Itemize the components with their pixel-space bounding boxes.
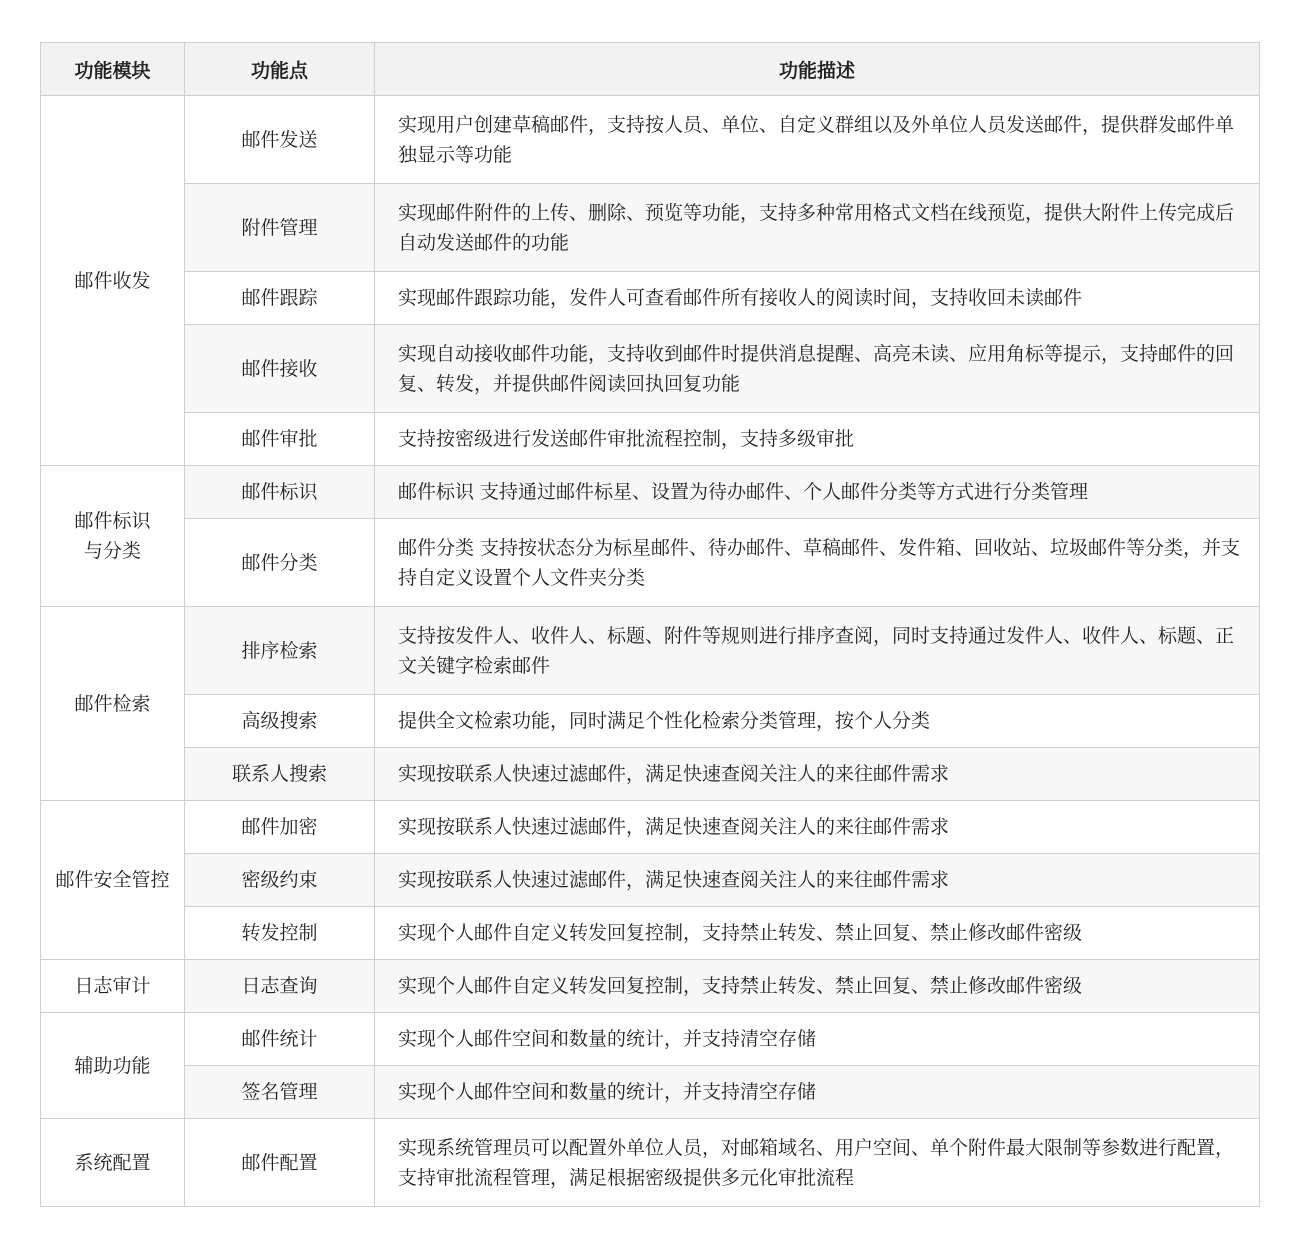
point-cell: 邮件审批: [185, 413, 375, 466]
description-cell: 实现系统管理员可以配置外单位人员，对邮箱域名、用户空间、单个附件最大限制等参数进行配置，支持审批流程管理，满足根据密级提供多元化审批流程: [375, 1119, 1260, 1207]
point-cell: 邮件跟踪: [185, 272, 375, 325]
table-row: [41, 325, 1260, 413]
module-cell: [41, 466, 185, 607]
table-row: [41, 907, 1260, 960]
description-cell: 实现按联系人快速过滤邮件，满足快速查阅关注人的来往邮件需求: [375, 801, 1260, 854]
description-cell: 支持按密级进行发送邮件审批流程控制，支持多级审批: [375, 413, 1260, 466]
table-row: [41, 748, 1260, 801]
module-label: 邮件标识与分类: [74, 510, 151, 562]
table-row: [41, 519, 1260, 607]
table-row: [41, 1066, 1260, 1119]
description-cell: 支持按发件人、收件人、标题、附件等规则进行排序查阅，同时支持通过发件人、收件人、标题、正文关键字检索邮件: [375, 607, 1260, 695]
description-cell: 实现个人邮件空间和数量的统计，并支持清空存储: [375, 1013, 1260, 1066]
table-row: [41, 607, 1260, 695]
table-row: [41, 1013, 1260, 1066]
table-row: [41, 854, 1260, 907]
description-cell: 实现用户创建草稿邮件，支持按人员、单位、自定义群组以及外单位人员发送邮件，提供群发邮件单独显示等功能: [375, 96, 1260, 184]
table-row: [41, 466, 1260, 519]
table-row: [41, 184, 1260, 272]
header-module: 功能模块: [41, 43, 185, 96]
description-cell: 邮件标识 支持通过邮件标星、设置为待办邮件、个人邮件分类等方式进行分类管理: [375, 466, 1260, 519]
point-cell: 排序检索: [185, 607, 375, 695]
point-cell: 邮件标识: [185, 466, 375, 519]
point-cell: 邮件加密: [185, 801, 375, 854]
description-cell: 实现个人邮件自定义转发回复控制，支持禁止转发、禁止回复、禁止修改邮件密级: [375, 960, 1260, 1013]
table-row: [41, 801, 1260, 854]
description-cell: 实现个人邮件空间和数量的统计，并支持清空存储: [375, 1066, 1260, 1119]
table-row: [41, 695, 1260, 748]
module-cell: 邮件收发: [41, 96, 185, 466]
table-row: [41, 413, 1260, 466]
module-cell: 辅助功能: [41, 1013, 185, 1119]
point-cell: 高级搜索: [185, 695, 375, 748]
table-row: [41, 1119, 1260, 1207]
description-cell: 实现个人邮件自定义转发回复控制，支持禁止转发、禁止回复、禁止修改邮件密级: [375, 907, 1260, 960]
description-cell: 实现自动接收邮件功能，支持收到邮件时提供消息提醒、高亮未读、应用角标等提示，支持邮件的回复、转发，并提供邮件阅读回执回复功能: [375, 325, 1260, 413]
point-cell: 附件管理: [185, 184, 375, 272]
description-cell: 实现邮件附件的上传、删除、预览等功能，支持多种常用格式文档在线预览，提供大附件上传完成后自动发送邮件的功能: [375, 184, 1260, 272]
table-row: [41, 960, 1260, 1013]
point-cell: 邮件接收: [185, 325, 375, 413]
point-cell: 日志查询: [185, 960, 375, 1013]
point-cell: 邮件发送: [185, 96, 375, 184]
module-cell: 邮件安全管控: [41, 801, 185, 960]
header-row: [41, 43, 1260, 96]
point-cell: 联系人搜索: [185, 748, 375, 801]
point-cell: 邮件统计: [185, 1013, 375, 1066]
point-cell: 邮件分类: [185, 519, 375, 607]
module-cell: 日志审计: [41, 960, 185, 1013]
description-cell: 邮件分类 支持按状态分为标星邮件、待办邮件、草稿邮件、发件箱、回收站、垃圾邮件等分类，并支持自定义设置个人文件夹分类: [375, 519, 1260, 607]
feature-table: [40, 42, 1260, 1207]
description-cell: 实现邮件跟踪功能，发件人可查看邮件所有接收人的阅读时间，支持收回未读邮件: [375, 272, 1260, 325]
point-cell: 邮件配置: [185, 1119, 375, 1207]
module-cell: 邮件检索: [41, 607, 185, 801]
module-cell: 系统配置: [41, 1119, 185, 1207]
point-cell: 签名管理: [185, 1066, 375, 1119]
description-cell: 实现按联系人快速过滤邮件，满足快速查阅关注人的来往邮件需求: [375, 748, 1260, 801]
table-row: [41, 96, 1260, 184]
point-cell: 转发控制: [185, 907, 375, 960]
point-cell: 密级约束: [185, 854, 375, 907]
header-description: 功能描述: [375, 43, 1260, 96]
header-point: 功能点: [185, 43, 375, 96]
table-row: [41, 272, 1260, 325]
description-cell: 提供全文检索功能，同时满足个性化检索分类管理，按个人分类: [375, 695, 1260, 748]
description-cell: 实现按联系人快速过滤邮件，满足快速查阅关注人的来往邮件需求: [375, 854, 1260, 907]
